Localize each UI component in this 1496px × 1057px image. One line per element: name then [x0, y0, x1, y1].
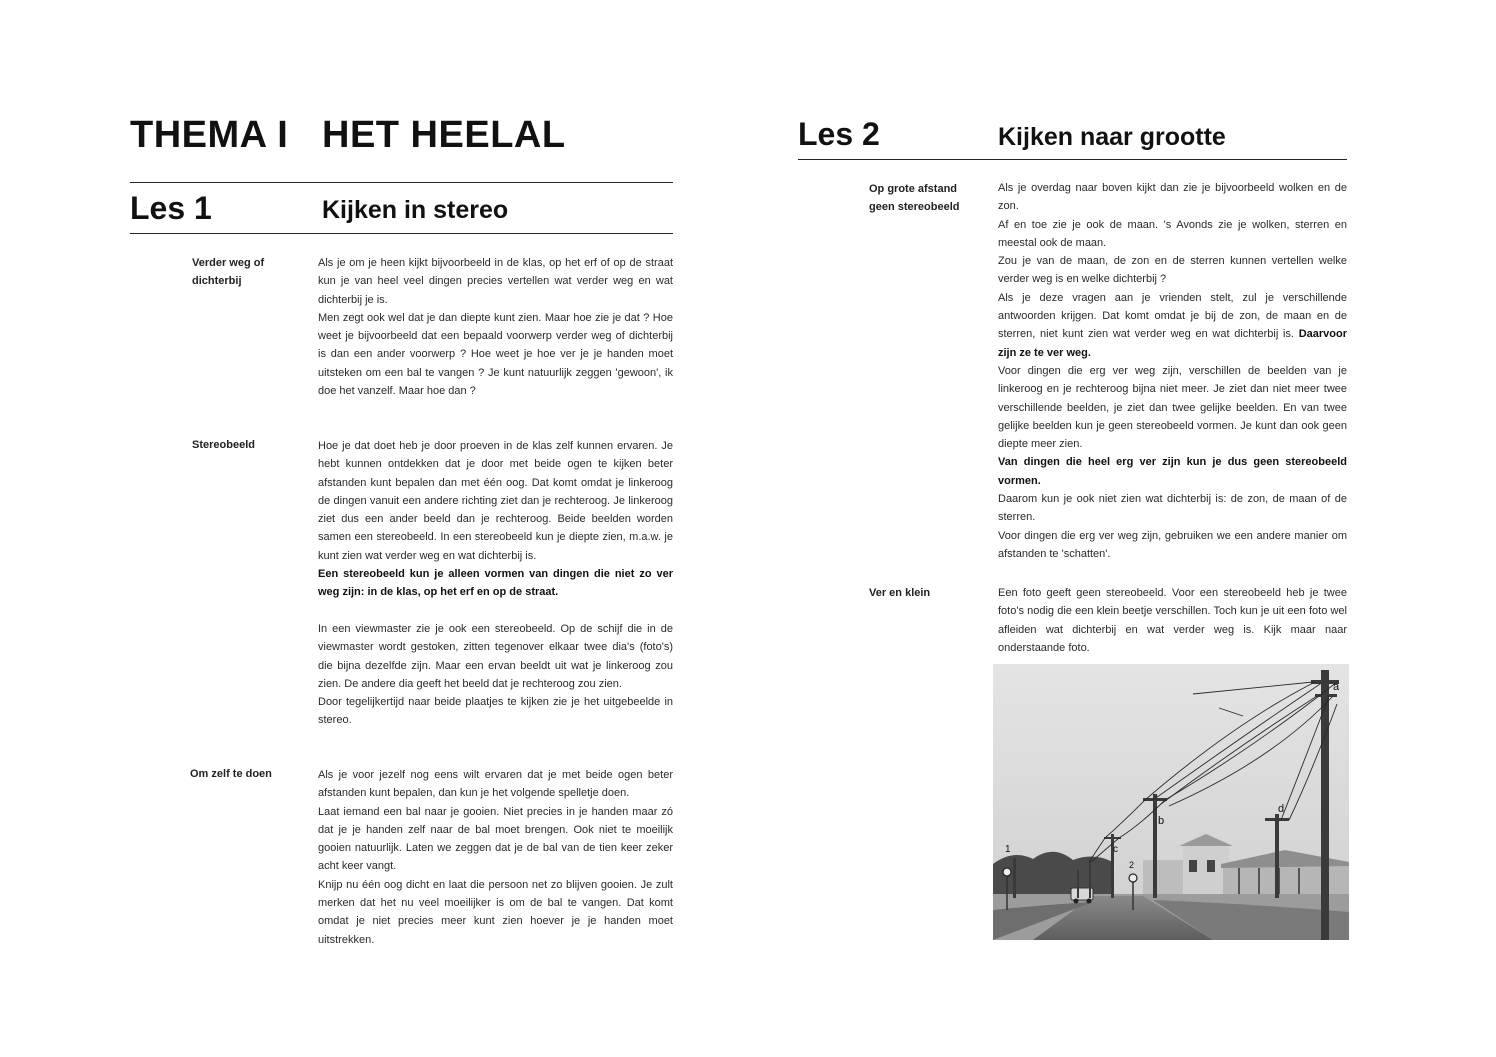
header-rule-bottom [130, 233, 673, 234]
side-heading-line: Op grote afstand [869, 183, 958, 195]
side-heading-op-grote-afstand [869, 180, 959, 216]
paragraph-bold-tail: Daarvoor zijn ze te ver weg. [998, 328, 1347, 359]
header-rule-top [130, 182, 673, 183]
section-grote-afstand-text [998, 179, 1347, 563]
street-photo-illustration [993, 664, 1349, 940]
les-2-label: Les 2 [798, 116, 880, 152]
section-om-zelf-text [318, 766, 673, 949]
side-heading-stereobeeld [192, 436, 255, 454]
photo-label-d: d [1278, 803, 1285, 815]
paragraph: Voor dingen die erg ver weg zijn, verschillen de beelden van je linkeroog en je rechteroog bijna niet meer. Je ziet dan niet meer twee verschillende beelden, je ziet dan twee gelijke beelden. En van twee gelijke beelden kun je geen stereobeeld vormen. Je kunt dan ook geen diepte meer zien. [998, 364, 1347, 451]
paragraph: Door tegelijkertijd naar beide plaatjes te kijken zie je het uitgebeelde in stereo. [318, 696, 673, 727]
photo-label-c: c [1113, 844, 1118, 855]
paragraph-bold: Van dingen die heel erg ver zijn kun je dus geen stereobeeld vormen. [998, 456, 1347, 487]
photo-label-1: 1 [1005, 844, 1011, 855]
side-heading-om-zelf-te-doen [190, 765, 272, 783]
paragraph-bold: Een stereobeeld kun je alleen vormen van dingen die niet zo ver weg zijn: in de klas, op het erf en op de straat. [318, 568, 673, 599]
section-verder-weg-text [318, 254, 673, 400]
paragraph: Zou je van de maan, de zon en de sterren kunnen vertellen welke verder weg is en welke dichterbij ? [998, 255, 1347, 286]
side-heading-line: Stereobeeld [192, 439, 255, 451]
section-stereobeeld-text [318, 437, 673, 602]
side-heading-line: Verder weg of [192, 257, 265, 269]
photo-label-2: 2 [1129, 860, 1135, 870]
paragraph: Als je voor jezelf nog eens wilt ervaren dat je met beide ogen beter afstanden kunt bepalen, dan kun je het volgende spelletje doen. [318, 769, 673, 800]
paragraph: Als je om je heen kijkt bijvoorbeeld in de klas, op het erf of op de straat kun je van heel veel dingen precies vertellen wat verder weg en wat dichterbij je is. [318, 257, 673, 306]
paragraph: Knijp nu één oog dicht en laat die persoon net zo blijven gooien. Je zult merken dat het nu veel moeilijker is om de bal te vangen. Dat komt omdat je niet precies meer kunt zien hoever je je handen moet uitstrekken. [318, 878, 673, 946]
paragraph: Af en toe zie je ook de maan. 's Avonds zie je wolken, sterren en meestal ook de maan. [998, 218, 1347, 249]
paragraph-text: Als je deze vragen aan je vrienden stelt, zul je verschillende antwoorden krijgen. Dat komt omdat je bij de zon, de maan en de sterren, niet kunt zien wat verder weg en wat dichterbij is. [998, 291, 1347, 341]
side-heading-line: dichterbij [192, 275, 242, 287]
photo-label-a: a [1333, 681, 1340, 693]
street-photo [993, 664, 1349, 940]
les-2-title: Kijken naar grootte [998, 123, 1226, 151]
section-ver-en-klein-text [998, 584, 1347, 657]
paragraph: Voor dingen die erg ver weg zijn, gebruiken we een andere manier om afstanden te 'schatten'. [998, 529, 1347, 560]
les-2-rule [798, 159, 1347, 160]
side-heading-line: Om zelf te doen [190, 768, 272, 780]
paragraph: Laat iemand een bal naar je gooien. Niet precies in je handen maar zó dat je je handen zelf naar de bal moet brengen. Ook niet te moeilijk gooien natuurlijk. Laten we zeggen dat je de bal van de tien keer zeker acht keer vangt. [318, 805, 673, 873]
paragraph: Hoe je dat doet heb je door proeven in de klas zelf kunnen ervaren. Je hebt kunnen ontdekken dat je door met beide ogen te kijken beter afstanden kunt bepalen dan met één oog. Dat komt omdat je linkeroog de dingen vanuit een andere richting ziet dan je rechteroog. Je linkeroog ziet dus een ander beeld dan je rechteroog. Beide beelden worden samen een stereobeeld. In een stereobeeld kun je diepte zien, m.a.w. je kunt zien wat verder weg en wat dichterbij is. [318, 440, 673, 562]
thema-title: HET HEELAL [322, 114, 566, 156]
les-1-label: Les 1 [130, 190, 212, 226]
paragraph: Daarom kun je ook niet zien wat dichterbij is: de zon, de maan of de sterren. [998, 493, 1347, 524]
thema-label: THEMA I [130, 114, 289, 156]
paragraph [998, 289, 1347, 362]
side-heading-verder-weg [192, 254, 264, 290]
side-heading-line: Ver en klein [869, 587, 931, 599]
les-1-title: Kijken in stereo [322, 196, 509, 224]
paragraph: Men zegt ook wel dat je dan diepte kunt zien. Maar hoe zie je dat ? Hoe weet je bijvoorbeeld dat een bepaald voorwerp verder weg of dichterbij is dan een ander voorwerp ? Hoe weet je hoe ver je je handen moet uitsteken om een bal te vangen ? Je kunt natuurlijk zeggen 'gewoon', ik doe het vanzelf. Maar hoe dan ? [318, 311, 673, 398]
paragraph: Een foto geeft geen stereobeeld. Voor een stereobeeld heb je twee foto's nodig die een klein beetje verschillen. Toch kun je uit een foto wel afleiden wat dichterbij en wat verder weg is. Kijk maar naar onderstaande foto. [998, 587, 1347, 654]
photo-label-b: b [1158, 815, 1165, 827]
side-heading-line: geen stereobeeld [869, 201, 960, 213]
paragraph: Als je overdag naar boven kijkt dan zie je bijvoorbeeld wolken en de zon. [998, 182, 1347, 213]
section-viewmaster-text [318, 620, 673, 730]
paragraph: In een viewmaster zie je ook een stereobeeld. Op de schijf die in de viewmaster wordt gestoken, zitten tegenover elkaar twee dia's (foto's) die bijna dezelfde zijn. Maar een ervan beeldt uit wat je linkeroog zou zien. De andere dia geeft het beeld dat je rechteroog zou zien. [318, 623, 673, 690]
side-heading-ver-en-klein [869, 584, 930, 602]
